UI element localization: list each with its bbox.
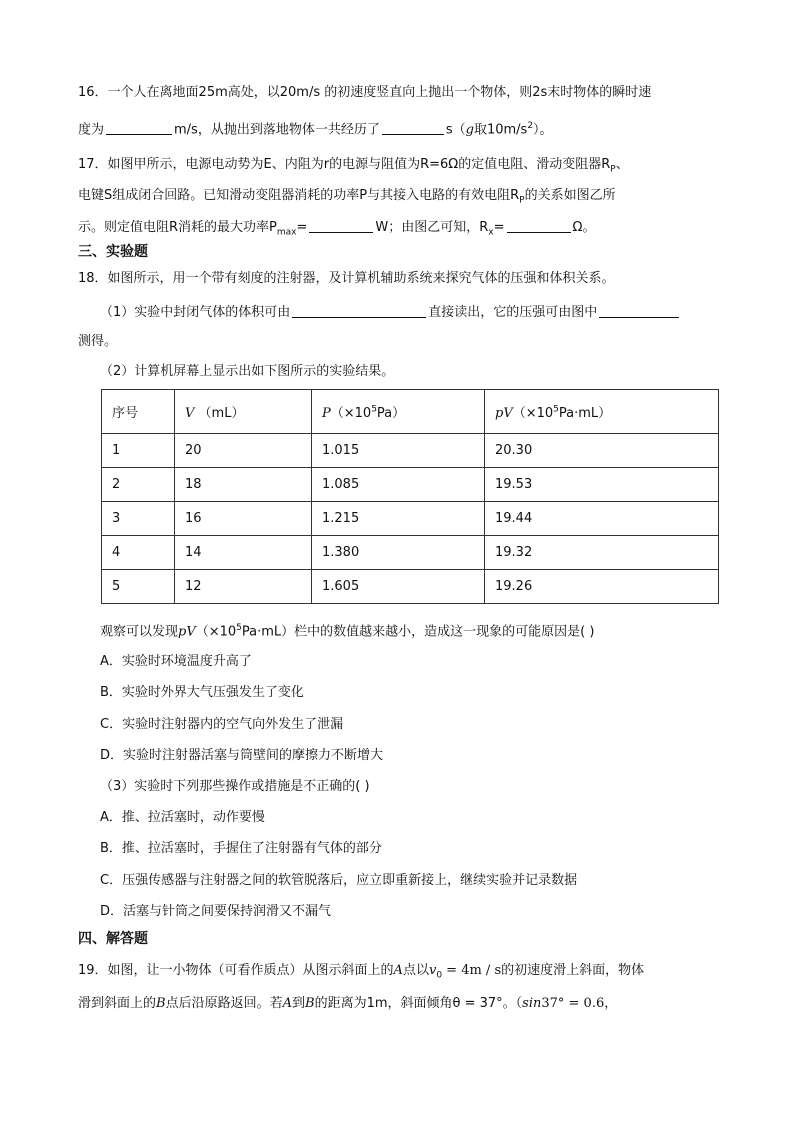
table-cell: 12 (175, 570, 312, 604)
table-cell: 3 (102, 502, 175, 536)
q16-line1 (78, 84, 651, 102)
table-cell: 1.380 (312, 536, 485, 570)
table-cell: 19.26 (485, 570, 719, 604)
answer-blank[interactable] (599, 303, 679, 318)
q18-part3: （3）实验时下列那些操作或措施是不正确的( ) (100, 779, 370, 794)
table-cell: 2 (102, 468, 175, 502)
table-header-index: 序号 (102, 390, 175, 434)
unit-prefix: （×10 (330, 406, 372, 421)
q19-text: 的距离为1m，斜面倾角θ = 37°。（ (314, 996, 523, 1011)
q18-part2 (100, 363, 394, 381)
unit-ml: （mL） (198, 406, 245, 421)
option-c: C．实验时注射器内的空气向外发生了泄漏 (100, 717, 344, 732)
q19-text: 点后沿原路返回。若 (165, 996, 283, 1011)
superscript: 5 (371, 404, 377, 415)
option-a: A．实验时环境温度升高了 (100, 654, 252, 669)
experiment-results-table (101, 389, 719, 604)
section-heading-answer: 四、解答题 (78, 931, 148, 947)
q17-text: W；由图乙可知，R (375, 220, 489, 235)
table-cell: 1.015 (312, 434, 485, 468)
q19-text: 点以 (402, 963, 429, 978)
table-row (102, 468, 719, 502)
q17-text: 、 (615, 157, 629, 172)
q18-text: Pa·mL）栏中的数值越来越小，造成这一现象的可能原因是( ) (241, 624, 595, 640)
superscript: 5 (553, 404, 559, 415)
table-cell: 5 (102, 570, 175, 604)
table-header-pressure (312, 390, 485, 434)
q16-text: 取10m/s (473, 122, 528, 138)
q16-text: 16．一个人在离地面25m高处，以20m/s 的初速度竖直向上抛出一个物体，则2s末时物体的瞬时速 (78, 85, 652, 100)
q16-line2 (78, 117, 553, 139)
q16-text: m/s，从抛出到落地物体一共经历了 (174, 122, 380, 138)
answer-blank[interactable] (507, 218, 571, 233)
point-b: B (305, 996, 315, 1011)
q18-text: （×10 (195, 624, 237, 640)
symbol-v0: v (428, 963, 437, 978)
q19-text: 37° = 0.6， (541, 996, 618, 1011)
superscript: 2 (527, 121, 534, 131)
symbol-p: P (322, 406, 331, 421)
section-heading-experiment: 三、实验题 (78, 244, 148, 260)
table-cell: 1.085 (312, 468, 485, 502)
table-cell: 19.32 (485, 536, 719, 570)
option-3c: C．压强传感器与注射器之间的软管脱落后，应立即重新接上，继续实验并记录数据 (100, 873, 578, 888)
subscript: x (488, 227, 494, 238)
q19-line1 (78, 962, 644, 985)
q17-text: = (296, 220, 308, 235)
table-header-volume (175, 390, 312, 434)
q17-text: = (493, 220, 505, 235)
table-cell: 4 (102, 536, 175, 570)
option-b: B．实验时外界大气压强发生了变化 (100, 685, 304, 700)
superscript: 5 (236, 623, 242, 633)
option-3d: D．活塞与针筒之间要保持润滑又不漏气 (100, 904, 332, 919)
answer-blank[interactable] (292, 303, 426, 318)
q18-text: （2）计算机屏幕上显示出如下图所示的实验结果。 (100, 364, 395, 379)
unit-prefix: （×10 (512, 406, 554, 421)
q18-line1 (78, 270, 615, 288)
point-b: B (156, 996, 166, 1011)
q18-text: 直接读出，它的压强可由图中 (428, 305, 598, 320)
q17-text: 17．如图甲所示，电源电动势为E、内阻为r的电源与阻值为R=6Ω的定值电阻、滑动变阻器R (78, 157, 611, 172)
table-cell: 1.215 (312, 502, 485, 536)
table-cell: 1.605 (312, 570, 485, 604)
answer-blank[interactable] (106, 120, 172, 135)
symbol-pv: pV (495, 406, 513, 421)
table-row (102, 536, 719, 570)
table-cell: 20 (175, 434, 312, 468)
table-cell: 16 (175, 502, 312, 536)
subscript: P (610, 164, 616, 175)
q19-text: 滑到斜面上的 (78, 996, 157, 1011)
gravity-symbol: g (465, 122, 474, 138)
subscript: max (276, 227, 297, 238)
subscript: 0 (436, 970, 443, 981)
table-cell: 18 (175, 468, 312, 502)
point-a: A (393, 963, 403, 978)
table-header-pv (485, 390, 719, 434)
symbol-v: V (185, 406, 195, 421)
q19-text: = 4m / s (442, 963, 502, 978)
unit-pa: Pa） (376, 406, 406, 421)
answer-blank[interactable] (382, 120, 444, 135)
q16-text: ）。 (533, 122, 553, 138)
q16-text: s（ (445, 122, 466, 138)
answer-blank[interactable] (309, 218, 373, 233)
subscript: P (519, 195, 525, 206)
table-cell: 19.44 (485, 502, 719, 536)
table-cell: 20.30 (485, 434, 719, 468)
q17-text: 的关系如图乙所 (524, 188, 616, 203)
table-cell: 19.53 (485, 468, 719, 502)
q18-text: （1）实验中封闭气体的体积可由 (100, 305, 291, 320)
option-d: D．实验时注射器活塞与筒壁间的摩擦力不断增大 (100, 748, 384, 763)
q18-part1-end (78, 333, 117, 351)
q17-line3 (78, 218, 595, 242)
sin-function: sin (522, 996, 542, 1011)
point-a: A (282, 996, 292, 1011)
q17-text: 电键S组成闭合回路。已知滑动变阻器消耗的功率P与其接入电路的有效电阻R (78, 188, 520, 203)
q18-observation (100, 619, 594, 641)
unit-pa-ml: Pa·mL） (558, 406, 612, 421)
option-3a: A．推、拉活塞时，动作要慢 (100, 810, 265, 825)
q16-text: 度为 (78, 122, 105, 138)
q17-line1 (78, 156, 629, 179)
q18-part1 (100, 303, 681, 322)
q17-text: 示。则定值电阻R消耗的最大功率P (78, 220, 277, 235)
q19-text: 的初速度滑上斜面，物体 (501, 963, 645, 978)
q18-text: 测得。 (78, 334, 118, 349)
table-row (102, 434, 719, 468)
option-3b: B．推、拉活塞时，手握住了注射器有气体的部分 (100, 841, 382, 856)
table-header-row (102, 390, 719, 434)
q18-text: 观察可以发现 (100, 624, 179, 640)
q19-text: 到 (291, 996, 305, 1011)
symbol-pv: pV (178, 624, 196, 640)
table-cell: 14 (175, 536, 312, 570)
q19-text: 19．如图，让一小物体（可看作质点）从图示斜面上的 (78, 963, 394, 978)
q18-text: 18．如图所示，用一个带有刻度的注射器，及计算机辅助系统来探究气体的压强和体积关系。 (78, 271, 615, 286)
q19-line2 (78, 995, 617, 1013)
q17-text: Ω。 (572, 220, 596, 235)
table-cell: 1 (102, 434, 175, 468)
table-row (102, 570, 719, 604)
q17-line2 (78, 187, 616, 210)
table-row (102, 502, 719, 536)
